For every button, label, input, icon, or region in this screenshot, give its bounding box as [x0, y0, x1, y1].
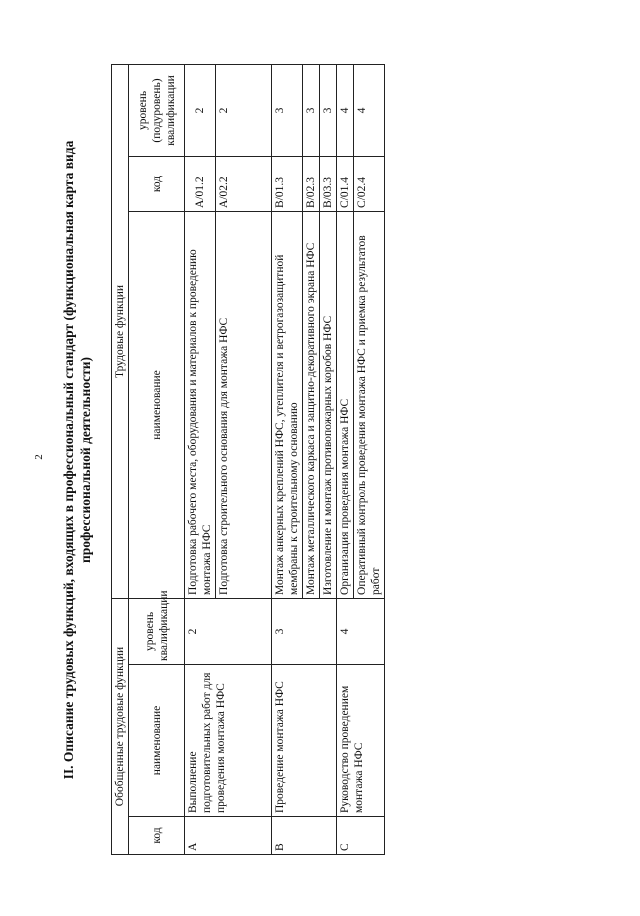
group-code: C — [337, 817, 385, 855]
function-level: 2 — [216, 64, 272, 156]
functional-map-table — [111, 64, 385, 855]
rotated-page-content — [60, 65, 600, 855]
table-row — [272, 64, 303, 854]
table-row — [337, 64, 354, 854]
function-level: 3 — [272, 64, 303, 156]
function-level: 2 — [185, 64, 216, 156]
function-code: A/02.2 — [216, 156, 272, 211]
function-code: C/02.4 — [354, 156, 385, 211]
group-code: B — [272, 817, 337, 855]
function-name: Монтаж металлического каркаса и защитно-декоративного экрана НФС — [303, 211, 320, 598]
header-tf-code: код — [129, 156, 185, 211]
group-level: 2 — [185, 598, 272, 664]
header-tf-name: наименование — [129, 211, 185, 598]
header-name: наименование — [129, 665, 185, 817]
group-level: 4 — [337, 598, 385, 664]
header-generalized-functions: Обобщенные трудовые функции — [112, 598, 129, 854]
header-level: уровень квалификации — [129, 598, 185, 664]
function-name: Подготовка рабочего места, оборудования и материалов к проведению монтажа НФС — [185, 211, 216, 598]
section-title-line-1: II. Описание трудовых функций, входящих в профессиональный стандарт (функциональная карта вида — [61, 140, 76, 780]
function-code: C/01.4 — [337, 156, 354, 211]
function-code: B/01.3 — [272, 156, 303, 211]
group-name: Выполнение подготовительных работ для проведения монтажа НФС — [185, 665, 272, 817]
function-name: Монтаж анкерных креплений НФС, утеплителя и ветрогазозащитной мембраны к строительному основанию — [272, 211, 303, 598]
function-name: Изготовление и монтаж противопожарных коробов НФС — [320, 211, 337, 598]
section-title-line-2: профессиональной деятельности) — [78, 357, 93, 563]
header-labor-functions: Трудовые функции — [112, 64, 129, 598]
header-tf-level: уровень (подуровень) квалификации — [129, 64, 185, 156]
group-level: 3 — [272, 598, 337, 664]
function-name: Организация проведения монтажа НФС — [337, 211, 354, 598]
function-level: 4 — [337, 64, 354, 156]
function-code: B/02.3 — [303, 156, 320, 211]
function-name: Подготовка строительного основания для монтажа НФС — [216, 211, 272, 598]
function-level: 3 — [303, 64, 320, 156]
group-name: Проведение монтажа НФС — [272, 665, 337, 817]
group-code: A — [185, 817, 272, 855]
function-name: Оперативный контроль проведения монтажа НФС и приемка результатов работ — [354, 211, 385, 598]
function-code: B/03.3 — [320, 156, 337, 211]
page-number: 2 — [32, 454, 45, 460]
group-name: Руководство проведением монтажа НФС — [337, 665, 385, 817]
header-row-2 — [129, 64, 185, 854]
function-level: 3 — [320, 64, 337, 156]
table-row — [185, 64, 216, 854]
function-level: 4 — [354, 64, 385, 156]
function-code: A/01.2 — [185, 156, 216, 211]
header-code: код — [129, 817, 185, 855]
header-row-1 — [112, 64, 129, 854]
section-title — [60, 65, 111, 855]
